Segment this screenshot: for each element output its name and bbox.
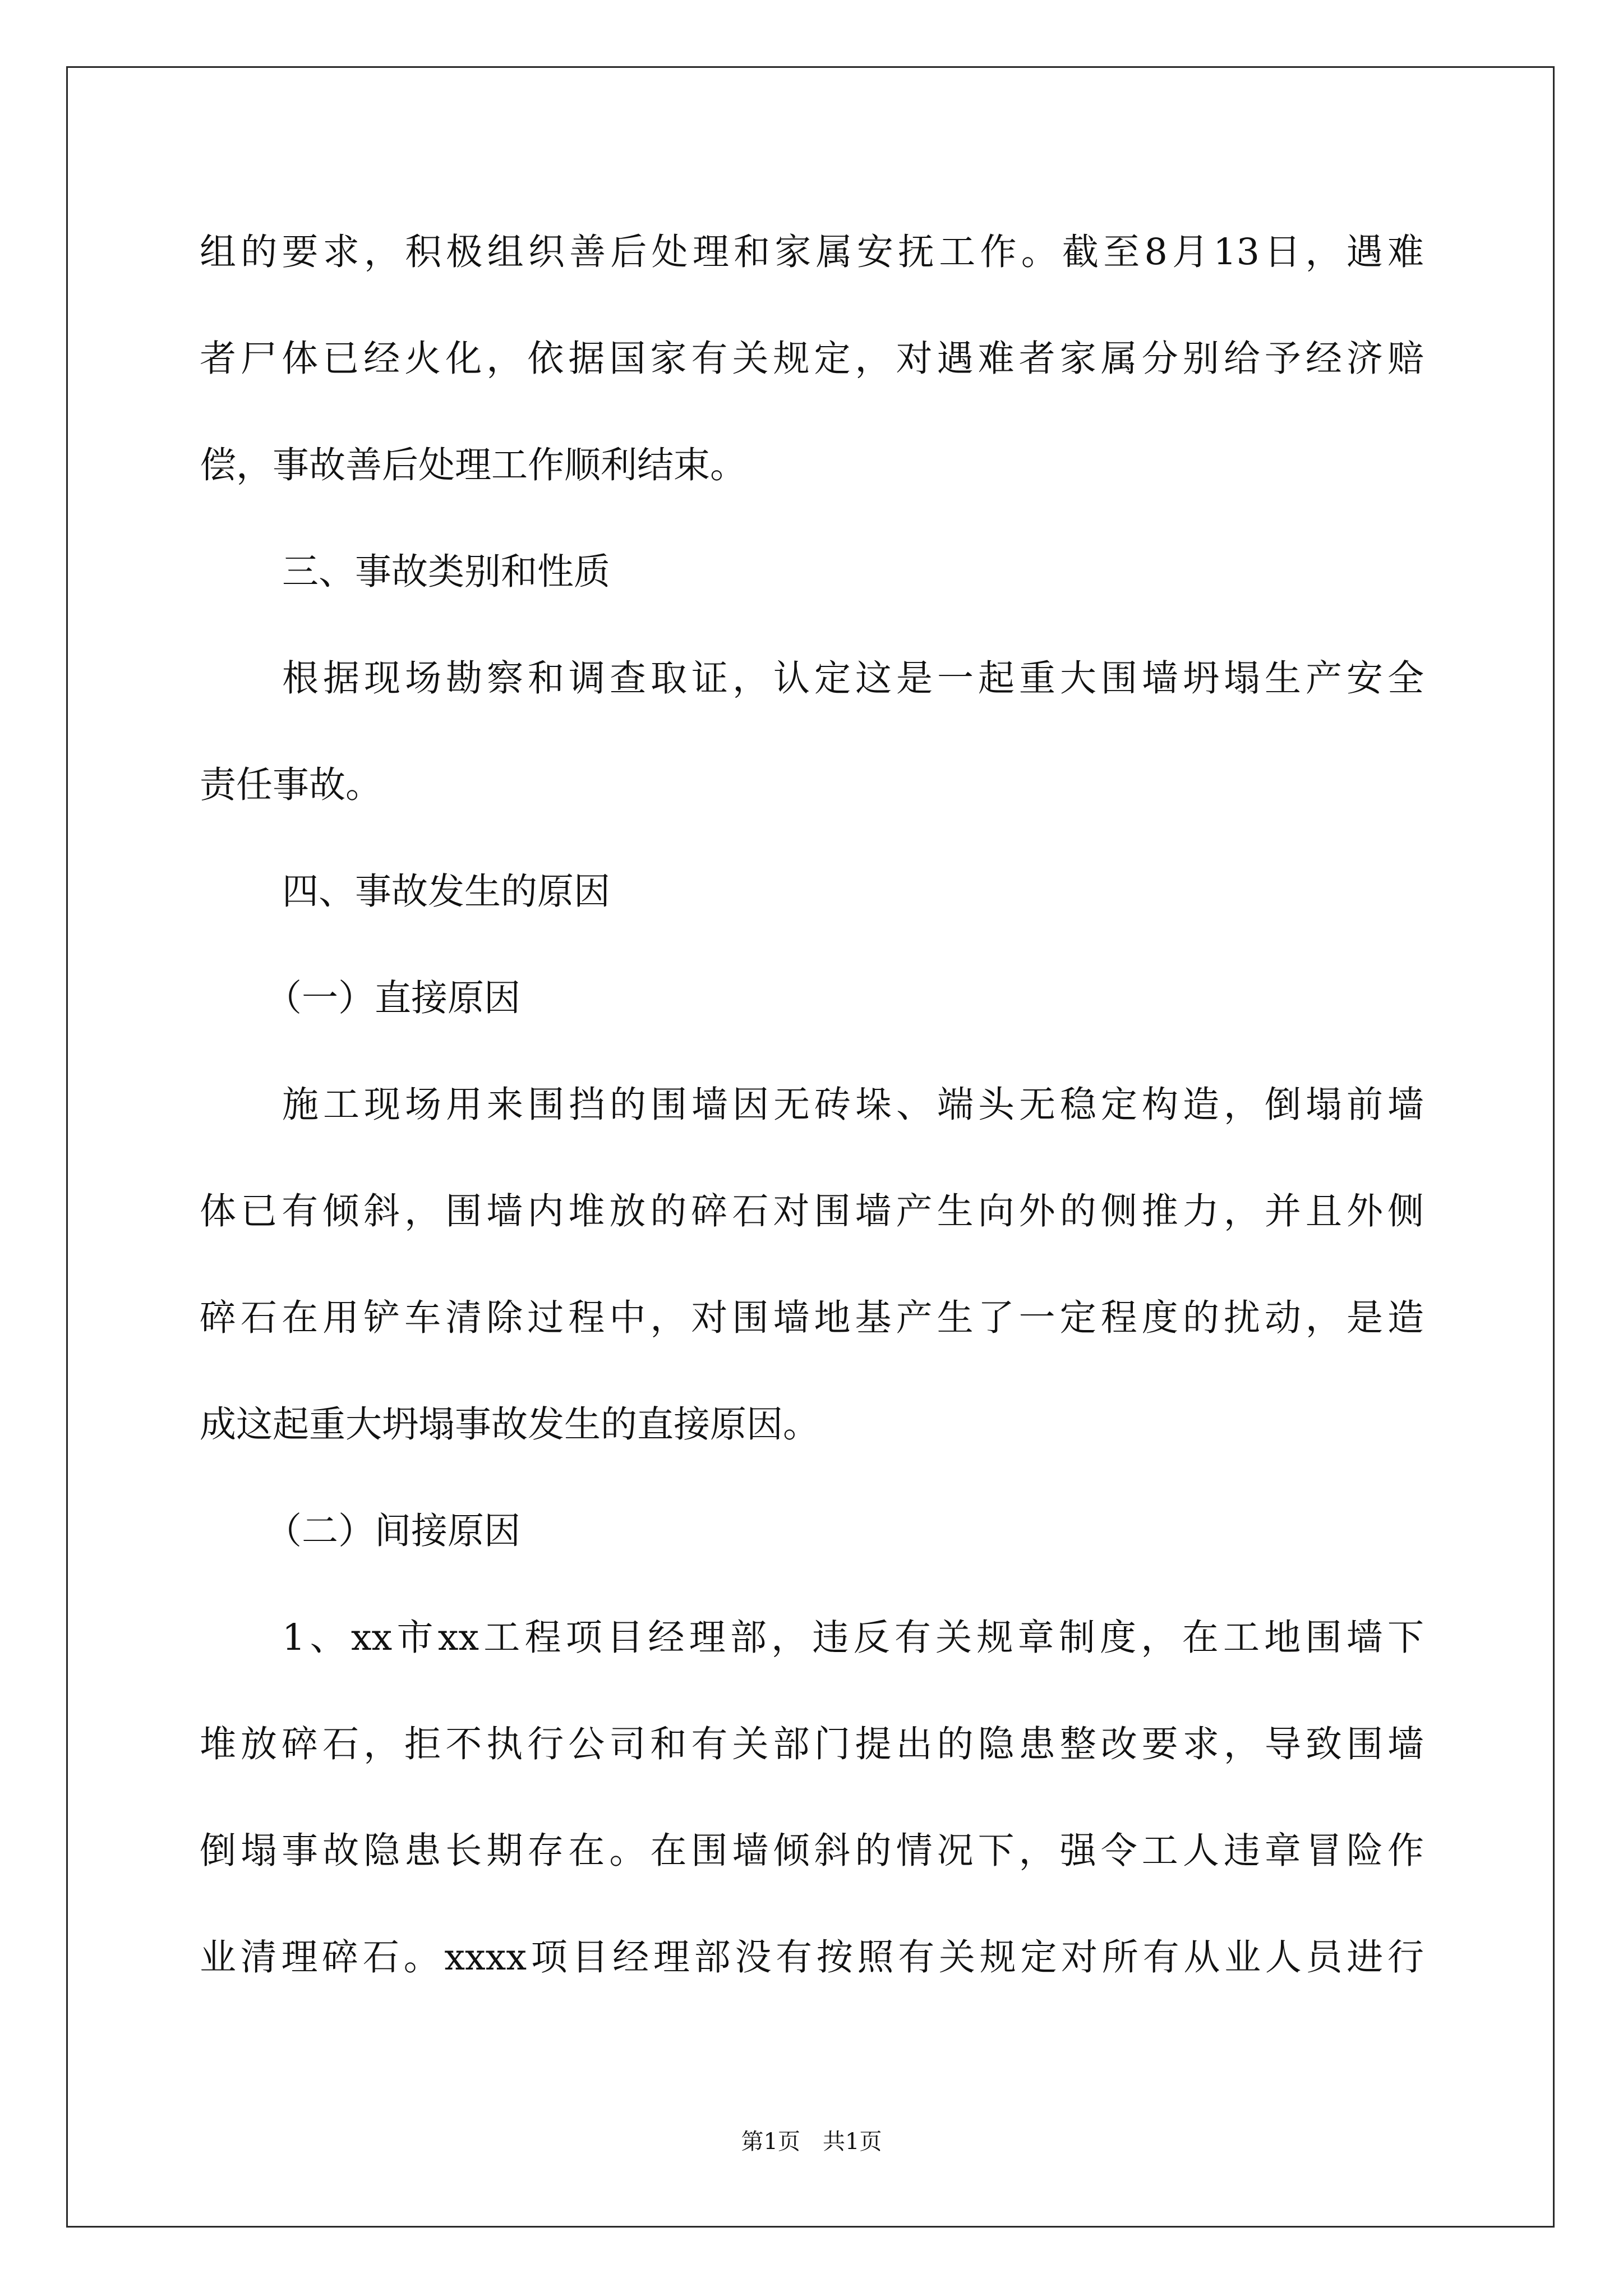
page-border bbox=[66, 66, 1555, 2228]
text-line: 1、xx市xx工程项目经理部，违反有关规章制度，在工地围墙下 bbox=[282, 1617, 1424, 1659]
text-line: 施工现场用来围挡的围墙因无砖垛、端头无稳定构造，倒塌前墙 bbox=[282, 1084, 1424, 1126]
page-number: 第1页 共1页 bbox=[741, 2129, 882, 2155]
text-line: 者尸体已经火化，依据国家有关规定，对遇难者家属分别给予经济赔 bbox=[200, 338, 1424, 380]
text-line: 倒塌事故隐患长期存在。在围墙倾斜的情况下，强令工人违章冒险作 bbox=[200, 1830, 1424, 1872]
text-line: 根据现场勘察和调查取证，认定这是一起重大围墙坍塌生产安全 bbox=[282, 657, 1424, 700]
section-heading: 三、事故类别和性质 bbox=[282, 551, 611, 593]
text-line: 堆放碎石，拒不执行公司和有关部门提出的隐患整改要求，导致围墙 bbox=[200, 1723, 1424, 1765]
section-heading: 四、事故发生的原因 bbox=[282, 871, 611, 913]
text-line: 组的要求，积极组织善后处理和家属安抚工作。截至8月13日，遇难 bbox=[200, 231, 1424, 273]
subsection-heading: （二）间接原因 bbox=[265, 1510, 521, 1552]
text-line: 体已有倾斜，围墙内堆放的碎石对围墙产生向外的侧推力，并且外侧 bbox=[200, 1190, 1424, 1232]
subsection-heading: （一）直接原因 bbox=[265, 977, 521, 1019]
text-line: 责任事故。 bbox=[200, 764, 382, 806]
text-line: 碎石在用铲车清除过程中，对围墙地基产生了一定程度的扰动，是造 bbox=[200, 1297, 1424, 1339]
text-line: 成这起重大坍塌事故发生的直接原因。 bbox=[200, 1404, 820, 1446]
text-line: 偿，事故善后处理工作顺利结束。 bbox=[200, 444, 747, 486]
page-footer bbox=[0, 2128, 1623, 2156]
text-line: 业清理碎石。xxxx项目经理部没有按照有关规定对所有从业人员进行 bbox=[200, 1936, 1424, 1978]
